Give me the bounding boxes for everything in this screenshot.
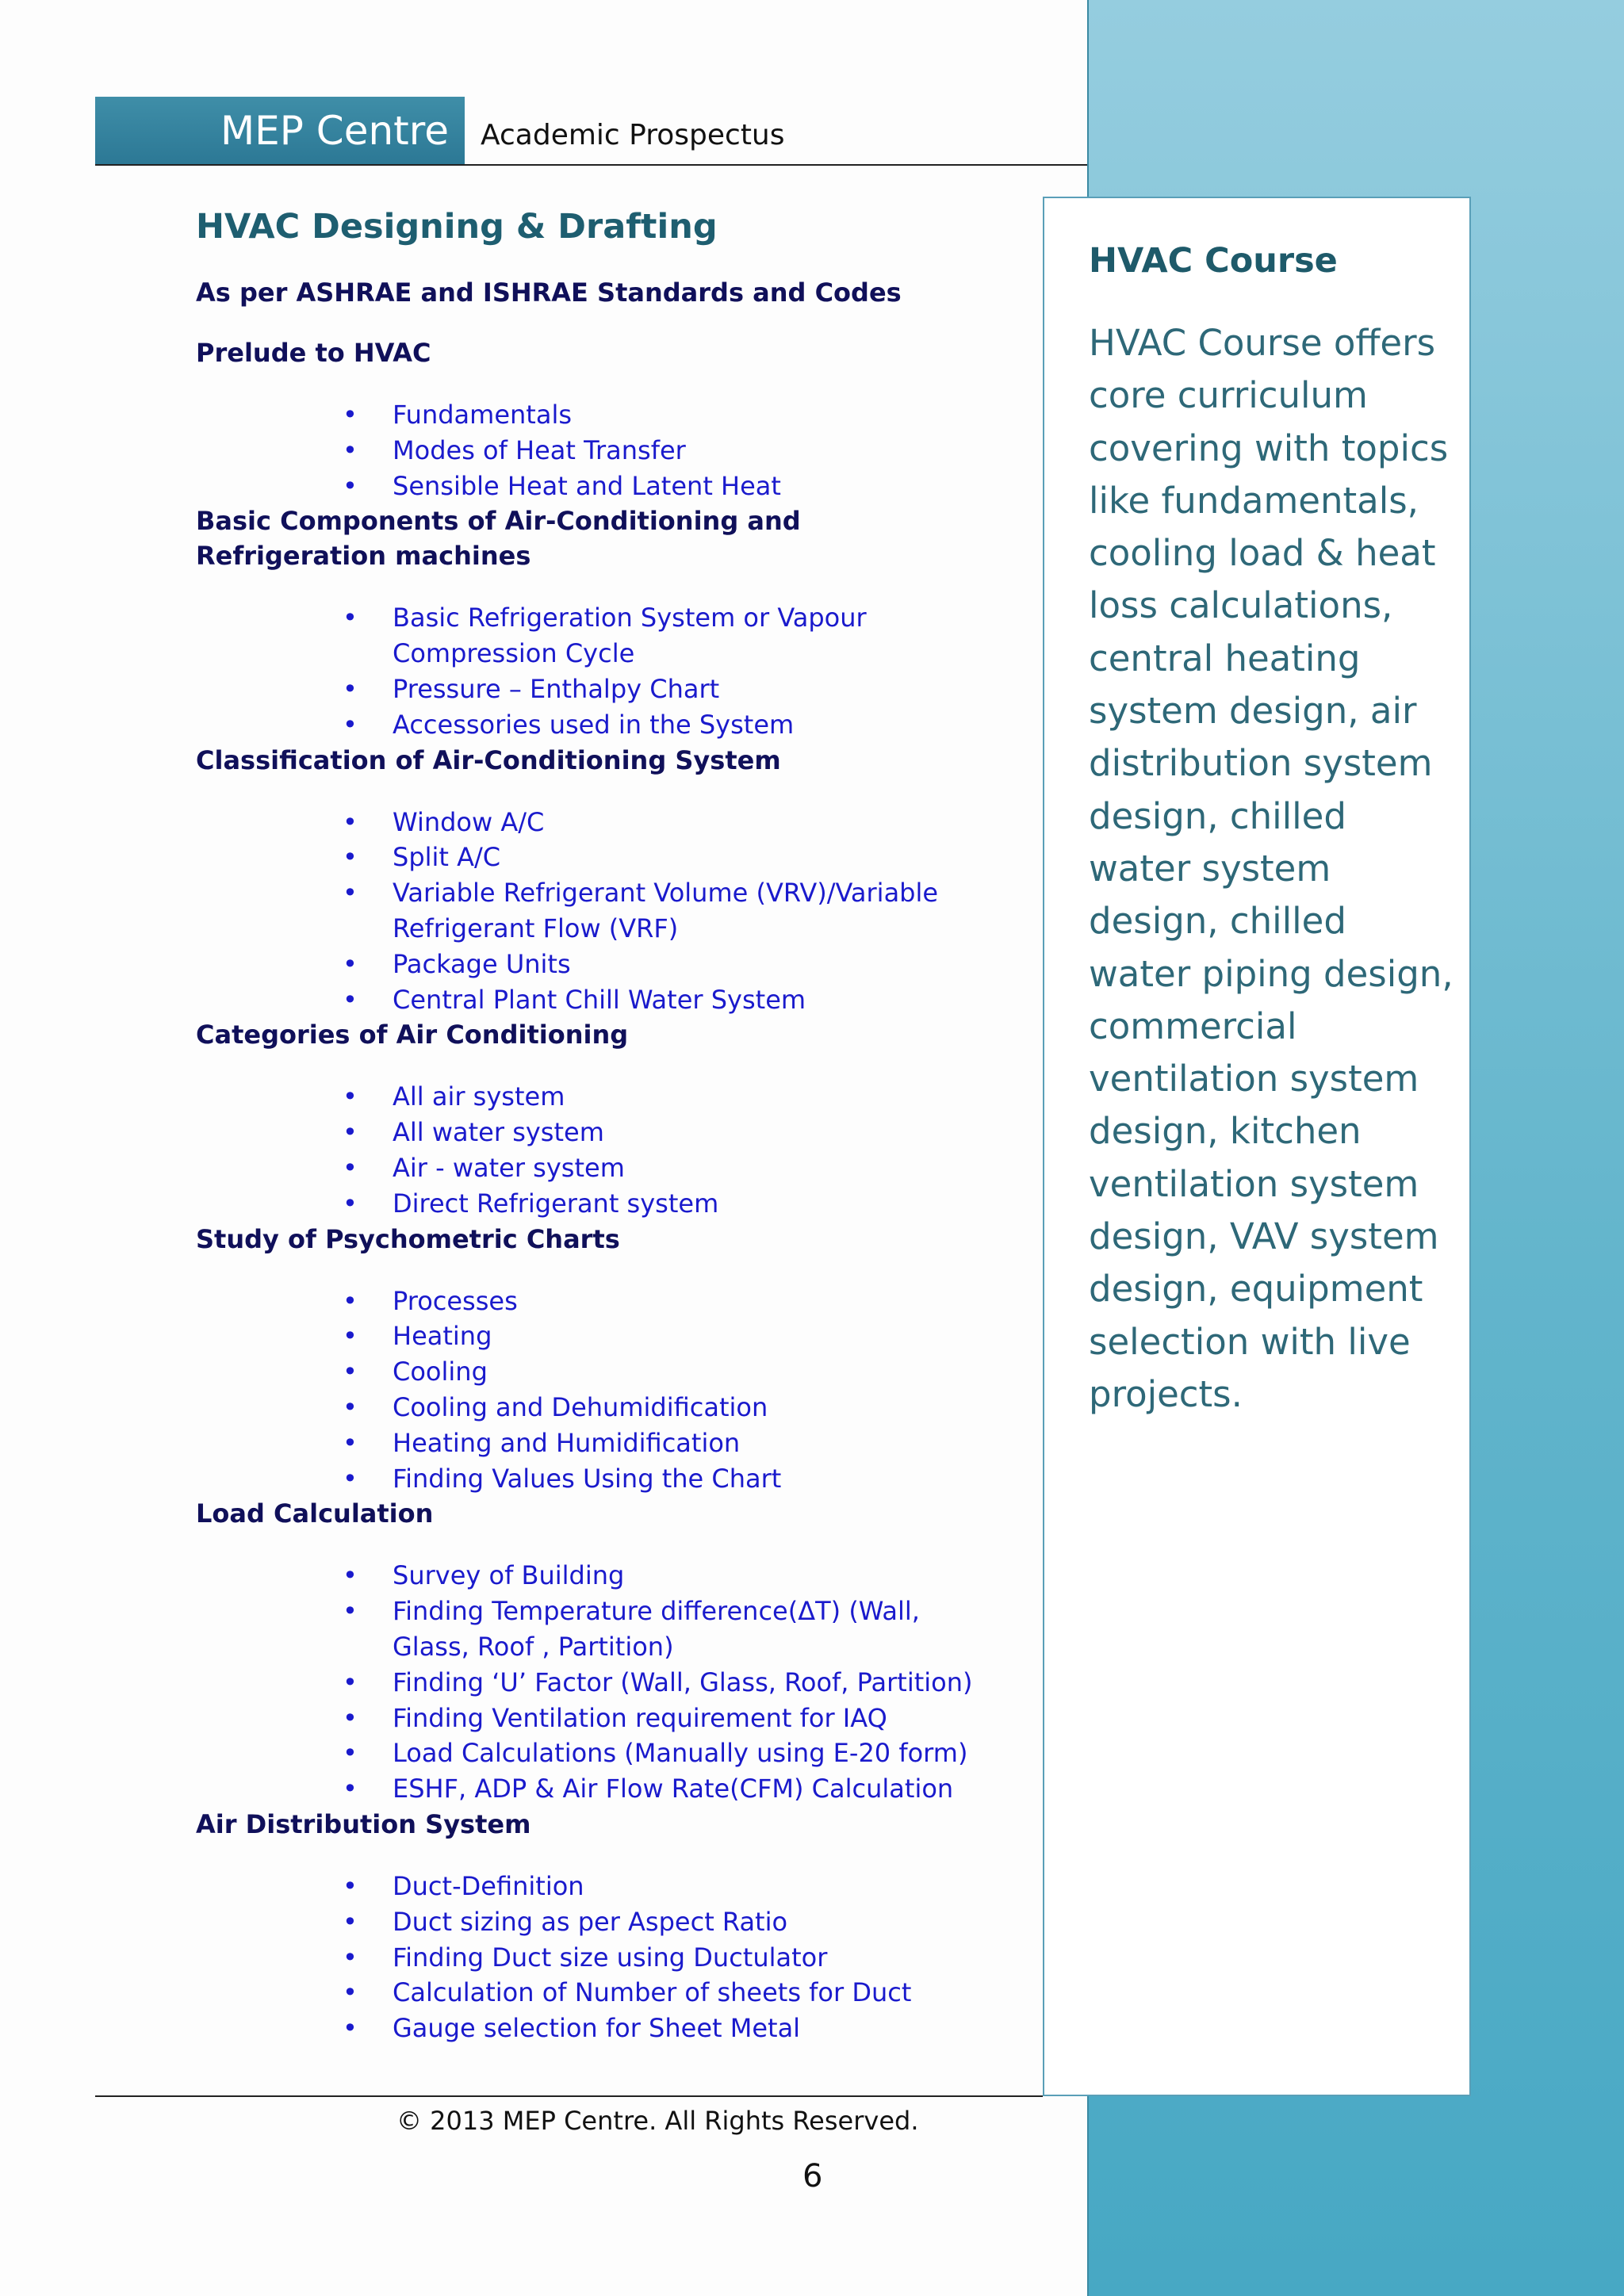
topic-item: • Cooling and Dehumidification: [196, 1390, 989, 1425]
section: [196, 1807, 989, 2046]
topic-item: • Air - water system: [196, 1150, 989, 1186]
sidebar-title: HVAC Course: [1089, 241, 1338, 281]
topic-item: • Calculation of Number of sheets for Duct: [196, 1975, 989, 2011]
page-title: HVAC Designing & Drafting: [196, 207, 718, 247]
topic-item: • Finding Temperature difference(ΔT) (Wall, Glass, Roof , Partition): [196, 1594, 989, 1665]
topic-item: • Heating and Humidification: [196, 1425, 989, 1461]
topic-list: [196, 1284, 989, 1497]
topic-item: • Package Units: [196, 947, 989, 982]
topic-list: [196, 1869, 989, 2046]
section: [196, 1496, 989, 1807]
page-number: 6: [802, 2158, 823, 2195]
topic-item: • Basic Refrigeration System or Vapour Compression Cycle: [196, 600, 989, 672]
topic-item: • Gauge selection for Sheet Metal: [196, 2011, 989, 2046]
section-title: Prelude to HVAC: [196, 338, 431, 368]
sidebar-description: HVAC Course offers core curriculum covering with topics like fundamentals, cooling load & heat loss calculations, central heating system design, air distribution system design, chilled water system design, chilled water piping design, commercial ventilation system design, kitchen ventilation system design, VAV system design, equipment selection with live projects.: [1089, 322, 1454, 1415]
section-list: [196, 335, 989, 2046]
section-title: Categories of Air Conditioning: [196, 1020, 629, 1050]
topic-item: • All water system: [196, 1115, 989, 1150]
brand-banner: MEP Centre: [95, 97, 465, 165]
topic-item: • ESHF, ADP & Air Flow Rate(CFM) Calculation: [196, 1771, 989, 1807]
topic-item: • Split A/C: [196, 840, 989, 875]
topic-list: [196, 397, 989, 503]
header-subtitle: Academic Prospectus: [481, 119, 785, 151]
topic-item: • Fundamentals: [196, 397, 989, 433]
topic-item: • Cooling: [196, 1354, 989, 1390]
topic-list: [196, 1079, 989, 1221]
topic-item: • Accessories used in the System: [196, 707, 989, 743]
topic-item: • Finding ‘U’ Factor (Wall, Glass, Roof, Partition): [196, 1665, 989, 1701]
section: [196, 1017, 989, 1221]
course-outline: [196, 202, 989, 2046]
copyright-notice: © 2013 MEP Centre. All Rights Reserved.: [396, 2106, 919, 2136]
topic-item: • Window A/C: [196, 805, 989, 840]
topic-item: • Finding Values Using the Chart: [196, 1461, 989, 1497]
topic-item: • Load Calculations (Manually using E-20 form): [196, 1735, 989, 1771]
topic-item: • Survey of Building: [196, 1558, 989, 1594]
section: [196, 743, 989, 1018]
section-title: Air Distribution System: [196, 1808, 531, 1839]
topic-item: • Heating: [196, 1318, 989, 1354]
topic-item: • Pressure – Enthalpy Chart: [196, 672, 989, 707]
topic-item: • Processes: [196, 1284, 989, 1319]
topic-item: • Duct sizing as per Aspect Ratio: [196, 1904, 989, 1940]
section-title: Study of Psychometric Charts: [196, 1223, 620, 1254]
section: [196, 1222, 989, 1497]
topic-item: • Direct Refrigerant system: [196, 1186, 989, 1222]
topic-item: • Modes of Heat Transfer: [196, 433, 989, 469]
topic-item: • Duct-Definition: [196, 1869, 989, 1904]
page-subtitle: As per ASHRAE and ISHRAE Standards and Codes: [196, 277, 902, 308]
section: [196, 335, 989, 503]
topic-item: • All air system: [196, 1079, 989, 1115]
topic-item: • Finding Duct size using Ductulator: [196, 1940, 989, 1976]
header-divider: [95, 164, 1087, 166]
section-title: Load Calculation: [196, 1498, 434, 1529]
section: [196, 503, 989, 742]
topic-list: [196, 1558, 989, 1807]
topic-item: • Central Plant Chill Water System: [196, 982, 989, 1018]
section-title: Classification of Air-Conditioning System: [196, 744, 781, 775]
section-title: Basic Components of Air-Conditioning and Refrigeration machines: [196, 506, 801, 572]
topic-item: • Finding Ventilation requirement for IAQ: [196, 1701, 989, 1736]
topic-list: [196, 805, 989, 1018]
topic-item: • Sensible Heat and Latent Heat: [196, 469, 989, 504]
footer-divider: [95, 2095, 1043, 2097]
topic-list: [196, 600, 989, 742]
topic-item: • Variable Refrigerant Volume (VRV)/Variable Refrigerant Flow (VRF): [196, 875, 989, 947]
